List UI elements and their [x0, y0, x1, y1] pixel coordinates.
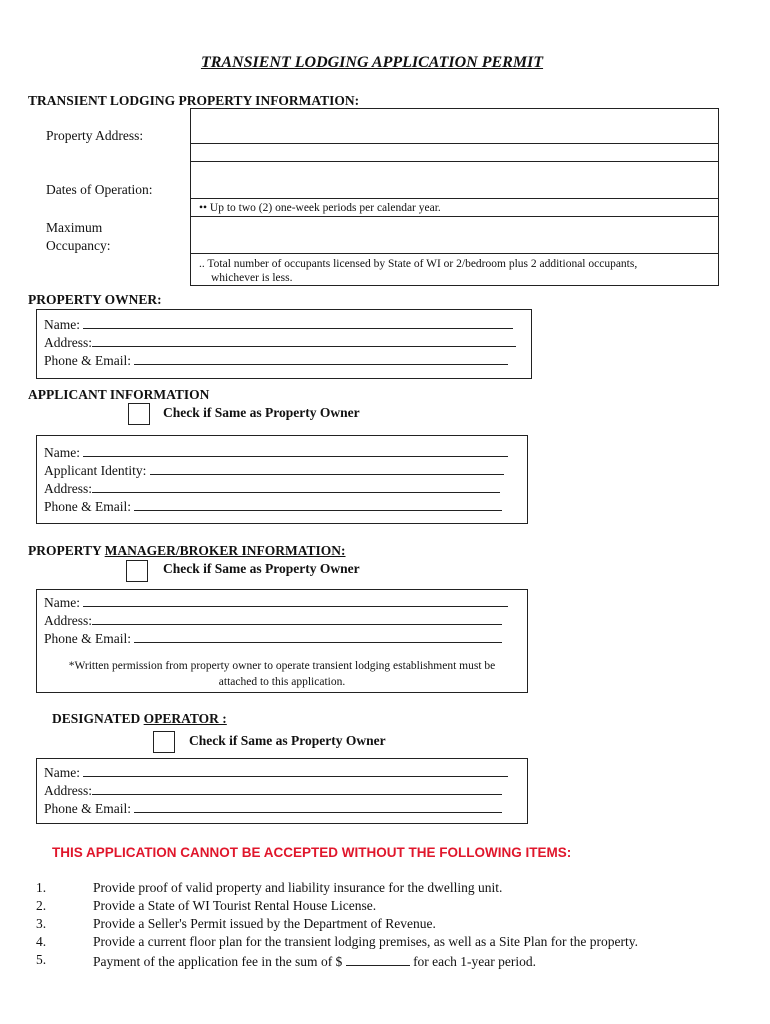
dates-operation-field[interactable]	[191, 162, 718, 198]
applicant-identity-field[interactable]	[150, 461, 504, 475]
operator-address-field[interactable]	[92, 781, 502, 795]
manager-heading	[28, 543, 346, 559]
manager-address-line	[44, 611, 502, 629]
occupancy-row-divider	[191, 253, 718, 254]
manager-phone-label: Phone & Email:	[44, 631, 131, 646]
operator-heading-underlined: OPERATOR :	[143, 711, 227, 726]
applicant-heading: APPLICANT INFORMATION	[28, 387, 210, 402]
requirement-num-3: 3.	[36, 916, 47, 931]
requirement-text-4: Provide a current floor plan for the transient lodging premises, as well as a Site Plan for the property.	[93, 934, 638, 949]
dates-note: •• Up to two (2) one-week periods per calendar year.	[199, 202, 441, 214]
owner-name-label: Name:	[44, 317, 80, 332]
manager-phone-field[interactable]	[134, 629, 502, 643]
page-title: TRANSIENT LODGING APPLICATION PERMIT	[200, 54, 544, 71]
requirement-num-1: 1.	[36, 880, 47, 895]
requirement-text-3: Provide a Seller's Permit issued by the Department of Revenue.	[93, 916, 436, 931]
operator-address-line	[44, 781, 502, 799]
property-address-label: Property Address:	[46, 128, 144, 143]
operator-same-label: Check if Same as Property Owner	[189, 733, 386, 748]
owner-phone-field[interactable]	[134, 351, 508, 365]
applicant-address-field[interactable]	[92, 479, 500, 493]
operator-name-label: Name:	[44, 765, 80, 780]
manager-same-checkbox[interactable]	[126, 560, 148, 582]
application-fee-field[interactable]	[346, 952, 410, 966]
owner-phone-line	[44, 351, 508, 369]
operator-heading	[52, 711, 227, 727]
owner-address-field[interactable]	[92, 333, 516, 347]
owner-address-label: Address:	[44, 335, 92, 350]
operator-phone-field[interactable]	[134, 799, 502, 813]
applicant-phone-label: Phone & Email:	[44, 499, 131, 514]
manager-note-2: attached to this application.	[218, 676, 346, 688]
manager-note-1: *Written permission from property owner to operate transient lodging establishment must be	[68, 660, 496, 672]
requirements-heading: THIS APPLICATION CANNOT BE ACCEPTED WITHOUT THE FOLLOWING ITEMS:	[52, 845, 572, 860]
manager-address-field[interactable]	[92, 611, 502, 625]
applicant-identity-line	[44, 461, 504, 479]
owner-name-field[interactable]	[83, 315, 513, 329]
property-address-field-2[interactable]	[191, 144, 718, 161]
owner-heading: PROPERTY OWNER:	[28, 292, 162, 307]
property-info-table	[190, 108, 719, 286]
requirement-num-5: 5.	[36, 952, 47, 967]
applicant-same-label: Check if Same as Property Owner	[163, 405, 360, 420]
operator-phone-line	[44, 799, 502, 817]
applicant-address-line	[44, 479, 500, 497]
dates-operation-label: Dates of Operation:	[46, 182, 153, 197]
owner-name-line	[44, 315, 513, 333]
requirement-5-after: for each 1-year period.	[409, 954, 536, 969]
max-occupancy-field[interactable]	[191, 217, 718, 253]
manager-same-label: Check if Same as Property Owner	[163, 561, 360, 576]
applicant-name-field[interactable]	[83, 443, 508, 457]
applicant-address-label: Address:	[44, 481, 92, 496]
max-occupancy-label-1: Maximum	[46, 220, 103, 235]
owner-phone-label: Phone & Email:	[44, 353, 131, 368]
operator-name-field[interactable]	[83, 763, 508, 777]
property-info-heading: TRANSIENT LODGING PROPERTY INFORMATION:	[28, 93, 360, 108]
requirement-num-4: 4.	[36, 934, 47, 949]
operator-heading-prefix: DESIGNATED	[52, 711, 144, 726]
requirement-text-2: Provide a State of WI Tourist Rental House License.	[93, 898, 377, 913]
occupancy-note-1: .. Total number of occupants licensed by State of WI or 2/bedroom plus 2 additional occupants,	[199, 258, 638, 270]
applicant-same-checkbox[interactable]	[128, 403, 150, 425]
dates-row-divider	[191, 198, 718, 199]
manager-name-label: Name:	[44, 595, 80, 610]
applicant-identity-label: Applicant Identity:	[44, 463, 147, 478]
applicant-box	[36, 435, 528, 524]
operator-address-label: Address:	[44, 783, 92, 798]
requirement-num-2: 2.	[36, 898, 47, 913]
operator-box	[36, 758, 528, 824]
operator-name-line	[44, 763, 508, 781]
manager-name-line	[44, 593, 508, 611]
manager-name-field[interactable]	[83, 593, 508, 607]
manager-box	[36, 589, 528, 693]
applicant-name-label: Name:	[44, 445, 80, 460]
applicant-phone-line	[44, 497, 502, 515]
requirement-5-before: Payment of the application fee in the sum of $	[93, 954, 346, 969]
property-address-field-1[interactable]	[191, 109, 718, 143]
max-occupancy-label-2: Occupancy:	[46, 238, 111, 253]
manager-phone-line	[44, 629, 502, 647]
requirement-text-5	[93, 952, 536, 970]
occupancy-note-2: whichever is less.	[211, 272, 293, 284]
requirement-text-1: Provide proof of valid property and liability insurance for the dwelling unit.	[93, 880, 503, 895]
applicant-phone-field[interactable]	[134, 497, 502, 511]
owner-box	[36, 309, 532, 379]
owner-address-line	[44, 333, 516, 351]
manager-heading-underlined: MANAGER/BROKER INFORMATION:	[104, 543, 346, 558]
manager-heading-prefix: PROPERTY	[28, 543, 105, 558]
manager-address-label: Address:	[44, 613, 92, 628]
applicant-name-line	[44, 443, 508, 461]
operator-same-checkbox[interactable]	[153, 731, 175, 753]
operator-phone-label: Phone & Email:	[44, 801, 131, 816]
